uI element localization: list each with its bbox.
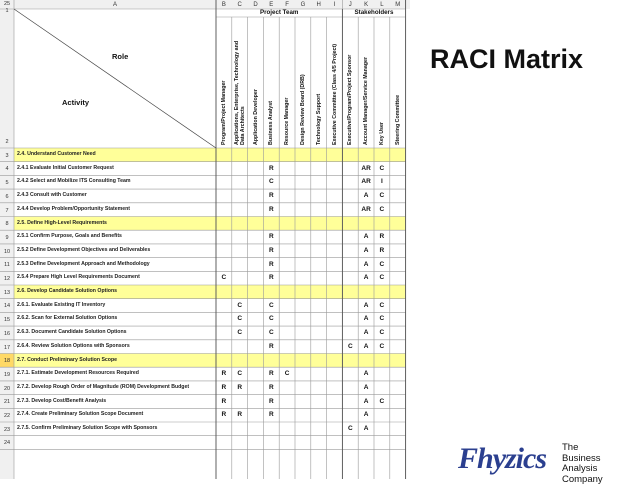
column-letter: E bbox=[263, 1, 279, 9]
raci-code: A bbox=[358, 326, 374, 340]
raci-code: A bbox=[358, 340, 374, 354]
row-number: 12 bbox=[0, 275, 14, 284]
raci-code: R bbox=[263, 408, 279, 422]
raci-code: A bbox=[358, 422, 374, 436]
raci-code: A bbox=[358, 258, 374, 272]
raci-code: C bbox=[232, 299, 248, 313]
row-number: 14 bbox=[0, 302, 14, 311]
activity-name: 2.6.4. Review Solution Options with Sponsors bbox=[17, 340, 214, 354]
raci-code: C bbox=[374, 326, 390, 340]
raci-code: R bbox=[263, 381, 279, 395]
section-title: 2.6. Develop Candidate Solution Options bbox=[17, 285, 214, 299]
activity-name: 2.6.3. Document Candidate Solution Options bbox=[17, 326, 214, 340]
activity-name: 2.7.1. Estimate Development Resources Required bbox=[17, 367, 214, 381]
activity-name: 2.4.2 Select and Mobilize ITS Consulting Team bbox=[17, 175, 214, 189]
raci-code: R bbox=[216, 381, 232, 395]
raci-code: AR bbox=[358, 162, 374, 176]
activity-name: 2.5.1 Confirm Purpose, Goals and Benefits bbox=[17, 230, 214, 244]
role-header: Business Analyst bbox=[268, 101, 274, 145]
row-number: 20 bbox=[0, 385, 14, 394]
activity-name: 2.5.2 Define Development Objectives and Deliverables bbox=[17, 244, 214, 258]
raci-code: A bbox=[358, 367, 374, 381]
role-header: Application Developer bbox=[253, 89, 259, 145]
row-number: 7 bbox=[0, 207, 14, 216]
activity-name: 2.4.3 Consult with Customer bbox=[17, 189, 214, 203]
column-letter: C bbox=[232, 1, 248, 9]
row-number: 9 bbox=[0, 234, 14, 243]
row-number: 10 bbox=[0, 248, 14, 257]
header-diagonal bbox=[14, 9, 216, 148]
raci-code: A bbox=[358, 312, 374, 326]
raci-code: C bbox=[374, 258, 390, 272]
activity-name: 2.5.3 Define Development Approach and Methodology bbox=[17, 258, 214, 272]
role-header: Executive/Program/Project Sponsor bbox=[347, 55, 353, 145]
raci-code: A bbox=[358, 230, 374, 244]
raci-code: A bbox=[358, 381, 374, 395]
logo-line: Business Analysis bbox=[562, 454, 628, 475]
raci-code: R bbox=[263, 395, 279, 409]
row-number: 24 bbox=[0, 439, 14, 448]
raci-code: R bbox=[232, 408, 248, 422]
raci-code: C bbox=[232, 312, 248, 326]
role-header: Account Manager/Service Manager bbox=[363, 57, 369, 145]
raci-code: R bbox=[232, 381, 248, 395]
raci-code: R bbox=[263, 340, 279, 354]
raci-code: C bbox=[216, 271, 232, 285]
raci-code: R bbox=[216, 367, 232, 381]
raci-code: C bbox=[374, 271, 390, 285]
role-header: Design Review Board (DRB) bbox=[300, 74, 306, 145]
row-number: 5 bbox=[0, 179, 14, 188]
raci-code: C bbox=[374, 395, 390, 409]
column-letter: F bbox=[279, 1, 295, 9]
row-number: 15 bbox=[0, 316, 14, 325]
raci-code: R bbox=[263, 230, 279, 244]
raci-code: R bbox=[263, 258, 279, 272]
activity-name: 2.7.5. Confirm Preliminary Solution Scope with Sponsors bbox=[17, 422, 214, 436]
raci-code: A bbox=[358, 271, 374, 285]
row-number: 8 bbox=[0, 220, 14, 229]
raci-code: C bbox=[342, 422, 358, 436]
row-number: 16 bbox=[0, 330, 14, 339]
row-number: 3 bbox=[0, 152, 14, 161]
project-team-label: Project Team bbox=[216, 9, 342, 17]
raci-code: R bbox=[374, 244, 390, 258]
row-number: 17 bbox=[0, 344, 14, 353]
raci-code: AR bbox=[358, 203, 374, 217]
raci-code: R bbox=[263, 367, 279, 381]
logo-wordmark: Fhyzics bbox=[458, 443, 546, 475]
row-number: 13 bbox=[0, 289, 14, 298]
row-number: 18 bbox=[0, 357, 14, 366]
raci-code: A bbox=[358, 244, 374, 258]
raci-code: R bbox=[263, 244, 279, 258]
column-letter: D bbox=[248, 1, 264, 9]
role-header: Technology Support bbox=[316, 94, 322, 145]
column-letter: J bbox=[342, 1, 358, 9]
logo-line: The bbox=[562, 443, 628, 454]
raci-code: R bbox=[374, 230, 390, 244]
activity-name: 2.4.1 Evaluate Initial Customer Request bbox=[17, 162, 214, 176]
raci-code: C bbox=[374, 203, 390, 217]
row-number: 1 bbox=[0, 7, 14, 16]
raci-code: C bbox=[232, 326, 248, 340]
raci-code: C bbox=[374, 340, 390, 354]
role-header: Key User bbox=[379, 122, 385, 145]
raci-code: C bbox=[374, 299, 390, 313]
raci-code: C bbox=[374, 162, 390, 176]
row-number: 2 bbox=[0, 138, 14, 147]
raci-code: A bbox=[358, 299, 374, 313]
raci-code: I bbox=[374, 175, 390, 189]
activity-name: 2.7.4. Create Preliminary Solution Scope Document bbox=[17, 408, 214, 422]
raci-code: C bbox=[279, 367, 295, 381]
role-header: Data Architects bbox=[240, 106, 246, 145]
role-header: Resource Manager bbox=[284, 98, 290, 145]
column-letter: B bbox=[216, 1, 232, 9]
raci-code: C bbox=[263, 299, 279, 313]
raci-code: C bbox=[263, 326, 279, 340]
raci-code: C bbox=[232, 367, 248, 381]
row-number: 11 bbox=[0, 261, 14, 270]
activity-name: 2.7.2. Develop Rough Order of Magnitude (ROM) Development Budget bbox=[17, 381, 214, 395]
activity-name: 2.4.4 Develop Problem/Opportunity Statement bbox=[17, 203, 214, 217]
row-number: 6 bbox=[0, 193, 14, 202]
logo-line: Company bbox=[562, 475, 628, 485]
row-number: 4 bbox=[0, 165, 14, 174]
activity-label: Activity bbox=[62, 98, 112, 108]
company-logo bbox=[458, 441, 628, 479]
column-letter: H bbox=[311, 1, 327, 9]
column-letter: M bbox=[390, 1, 406, 9]
raci-code: A bbox=[358, 189, 374, 203]
column-letter: L bbox=[374, 1, 390, 9]
raci-code: A bbox=[358, 408, 374, 422]
activity-name: 2.6.1. Evaluate Existing IT Inventory bbox=[17, 299, 214, 313]
role-header: Program/Project Manager bbox=[221, 81, 227, 145]
section-title: 2.4. Understand Customer Need bbox=[17, 148, 214, 162]
raci-code: R bbox=[263, 203, 279, 217]
role-label: Role bbox=[112, 52, 152, 62]
raci-code: R bbox=[263, 189, 279, 203]
raci-code: C bbox=[263, 312, 279, 326]
raci-code: AR bbox=[358, 175, 374, 189]
raci-code: C bbox=[374, 189, 390, 203]
column-letter: I bbox=[327, 1, 343, 9]
role-header: Applications, Enterprise, Technology and bbox=[234, 41, 240, 145]
activity-name: 2.5.4 Prepare High Level Requirements Document bbox=[17, 271, 214, 285]
activity-name: 2.7.3. Develop Cost/Benefit Analysis bbox=[17, 395, 214, 409]
row-number: 19 bbox=[0, 371, 14, 380]
role-header: Executive Committee (Class 4/5 Project) bbox=[332, 44, 338, 145]
raci-code: A bbox=[358, 395, 374, 409]
raci-code: C bbox=[342, 340, 358, 354]
column-letter: A bbox=[14, 1, 216, 9]
raci-code: R bbox=[263, 271, 279, 285]
column-letter: K bbox=[358, 1, 374, 9]
raci-code: C bbox=[263, 175, 279, 189]
row-number: 22 bbox=[0, 412, 14, 421]
role-header: Steering Committee bbox=[395, 95, 401, 145]
section-title: 2.5. Define High-Level Requirements bbox=[17, 217, 214, 231]
column-letter: G bbox=[295, 1, 311, 9]
raci-code: R bbox=[216, 408, 232, 422]
raci-code: R bbox=[216, 395, 232, 409]
row-number: 21 bbox=[0, 398, 14, 407]
raci-code: R bbox=[263, 162, 279, 176]
row-number: 23 bbox=[0, 426, 14, 435]
section-title: 2.7. Conduct Preliminary Solution Scope bbox=[17, 354, 214, 368]
slide-title: RACI Matrix bbox=[430, 44, 583, 75]
activity-name: 2.6.2. Scan for External Solution Options bbox=[17, 312, 214, 326]
row-number: 25 bbox=[0, 0, 14, 9]
stakeholders-label: Stakeholders bbox=[342, 9, 405, 17]
raci-code: C bbox=[374, 312, 390, 326]
